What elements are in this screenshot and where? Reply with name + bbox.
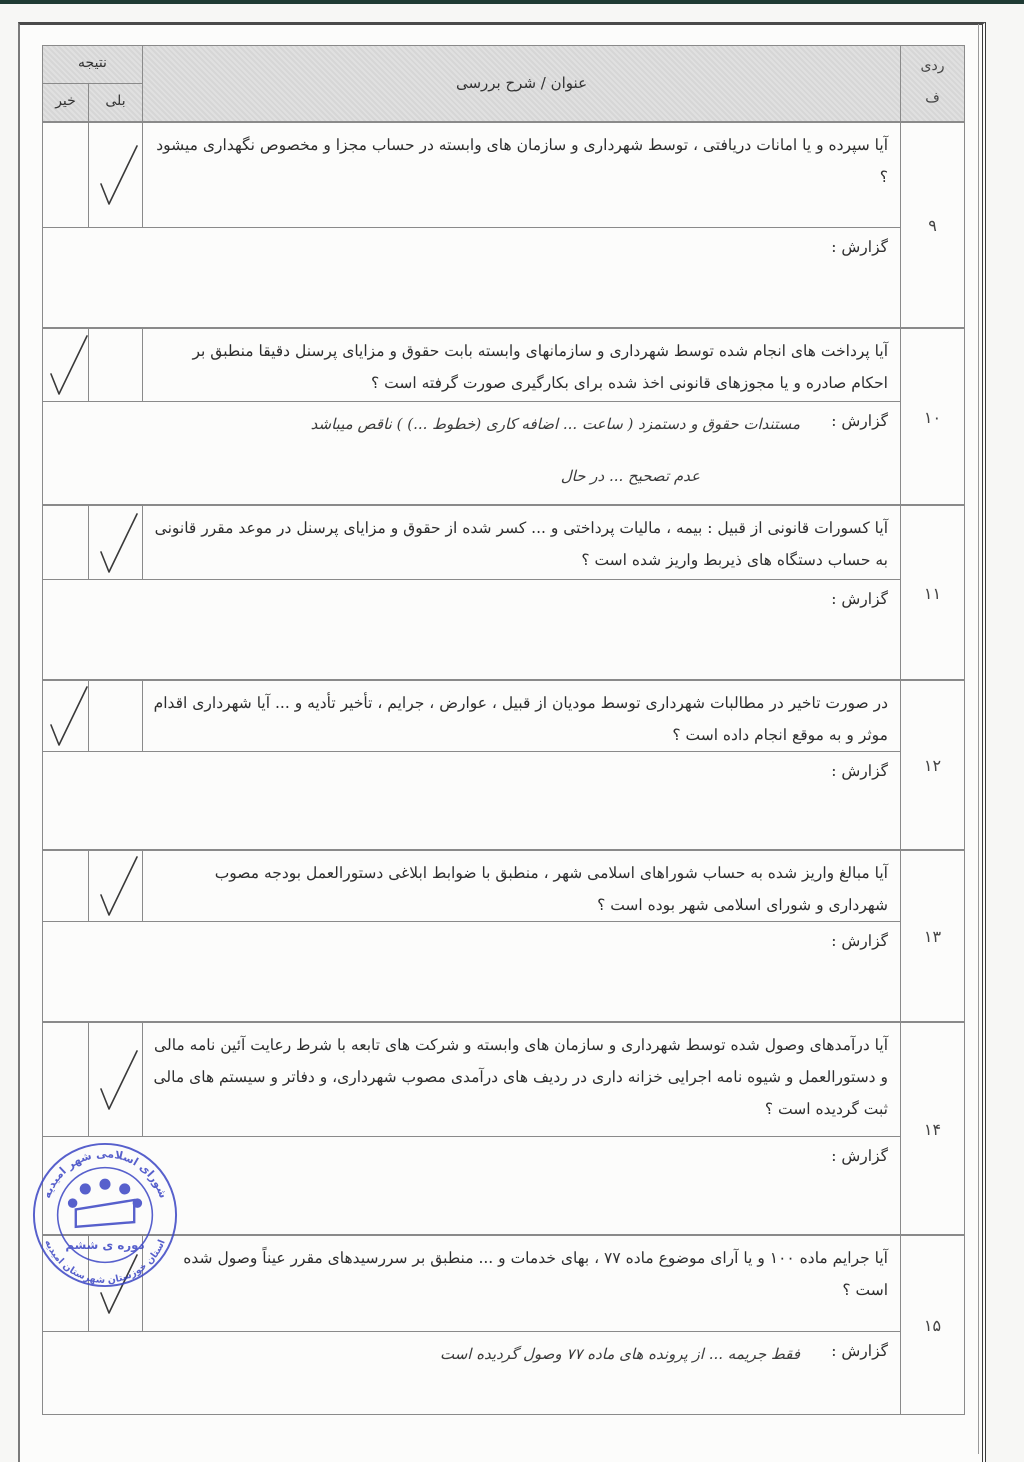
question-cell [142,680,901,752]
report-label: گزارش : [831,412,888,430]
yes-cell[interactable] [88,850,143,922]
row-number: ۱۱ [923,583,942,603]
report-label: گزارش : [831,590,888,608]
question-text: آیا جرایم ماده ۱۰۰ و یا آرای موضوع ماده ۷۷ ، بهای خدمات و ... منطبق بر سررسیدهای مقرر عیناً وصول شده است ؟ [183,1249,888,1299]
question-cell [142,122,901,228]
question-text: در صورت تاخیر در مطالبات شهرداری توسط مودیان از قبیل ، عوارض ، جرایم ، تأخیر تأدیه و ... آیا شهرداری اقدام موثر و به موقع انجام داده است ؟ [153,694,888,744]
row-number: ۱۴ [923,1119,942,1139]
question-text: آیا پرداخت های انجام شده توسط شهرداری و سازمانهای وابسته بابت حقوق و مزایای پرسنل دقیقا منطبق بر احکام صادره و یا مجوزهای قانونی اخذ شده برای بکارگیری صورت گرفته است ؟ [192,342,888,392]
checkmark-icon [95,1251,141,1323]
no-cell[interactable] [42,680,89,752]
no-cell[interactable] [42,1022,89,1137]
header-result-text: نتیجه [78,55,107,71]
yes-cell[interactable] [88,680,143,752]
report-cell[interactable] [42,751,901,850]
row-number: ۹ [928,216,937,235]
row-number: ۱۵ [923,1316,942,1335]
yes-cell[interactable] [88,1235,143,1332]
report-cell[interactable] [42,1136,901,1235]
question-cell [142,1022,901,1137]
header-no-text: خیر [55,93,76,109]
frame-inner-line [978,24,979,1454]
header-row-number [900,45,965,122]
yes-cell[interactable] [88,1022,143,1137]
question-text: آیا کسورات قانونی از قبیل : بیمه ، مالیات پرداختی و ... کسر شده از حقوق و مزایای پرسنل در موعد مقرر قانونی به حساب دستگاه های ذیربط واریز شده است ؟ [154,519,888,569]
checkmark-icon [95,1047,141,1119]
stamp-text-bottom: استان خوزستان شهرستان امیدیه [42,1238,168,1287]
report-cell[interactable] [42,401,901,505]
header-result [42,45,143,84]
row-number-cell [900,505,965,680]
yes-cell[interactable] [88,328,143,402]
question-cell [142,328,901,402]
no-cell[interactable] [42,328,89,402]
question-text: آیا سپرده و یا امانات دریافتی ، توسط شهرداری و سازمان های وابسته در حساب مجزا و مخصوص نگهداری میشود ؟ [156,136,888,186]
row-number: ۱۲ [923,756,942,775]
question-text: آیا مبالغ واریز شده به حساب شوراهای اسلامی شهر ، منطبق با ضوابط ابلاغی دستورالعمل بودجه مصوب شهرداری و شورای اسلامی شهر بوده است ؟ [214,864,888,914]
checkmark-icon [95,853,141,925]
report-cell[interactable] [42,1331,901,1415]
report-handwritten: مستندات حقوق و دستمزد ( ساعت ... اضافه کاری (خطوط ...) ) ناقص میباشد [310,415,800,433]
header-yes [88,83,143,122]
header-title-text: عنوان / شرح بررسی [455,74,588,92]
yes-cell[interactable] [88,122,143,228]
stamp-text-top: شورای اسلامی شهر امیدیه [40,1147,170,1200]
question-cell [142,505,901,580]
row-number-cell [900,1022,965,1235]
header-yes-text: بلی [105,93,126,109]
header-row-label-1: ردی [920,58,945,74]
row-number: ۱۳ [923,927,942,946]
report-cell[interactable] [42,921,901,1022]
no-cell[interactable] [42,1235,89,1332]
checkmark-icon [95,142,141,214]
checkmark-icon [45,332,91,404]
report-label: گزارش : [831,238,888,256]
report-handwritten: فقط جریمه ... از پرونده های ماده ۷۷ وصول گردیده است [439,1345,800,1363]
report-handwritten-line2: عدم تصحیح ... در حال [560,467,700,485]
no-cell[interactable] [42,122,89,228]
question-cell [142,1235,901,1332]
stamp-text-center: دوره ی ششم [65,1237,145,1252]
row-number-cell [900,328,965,505]
no-cell[interactable] [42,850,89,922]
question-text: آیا درآمدهای وصول شده توسط شهرداری و سازمان های وابسته و شرکت های تابعه با شرط رعایت آئین نامه مالی و دستورالعمل و شیوه نامه اجرایی خزانه داری در ردیف های درآمدی مصوب شهرداری، و دفاتر و سیستم های مالی ثبت گردیده است ؟ [153,1036,888,1118]
header-no [42,83,89,122]
header-title [142,45,901,122]
row-number-cell [900,680,965,850]
scan-edge [0,0,1024,4]
row-number-cell [900,850,965,1022]
report-label: گزارش : [831,1147,888,1165]
no-cell[interactable] [42,505,89,580]
question-cell [142,850,901,922]
checkmark-icon [95,510,141,582]
report-label: گزارش : [831,932,888,950]
row-number: ۱۰ [923,407,942,427]
report-cell[interactable] [42,227,901,328]
checklist-table [42,45,965,1415]
report-cell[interactable] [42,579,901,680]
row-number-cell [900,122,965,328]
row-number-cell [900,1235,965,1415]
header-row-label-2: ف [925,90,940,106]
report-label: گزارش : [831,1342,888,1360]
yes-cell[interactable] [88,505,143,580]
report-label: گزارش : [831,762,888,780]
checkmark-icon [45,683,91,755]
